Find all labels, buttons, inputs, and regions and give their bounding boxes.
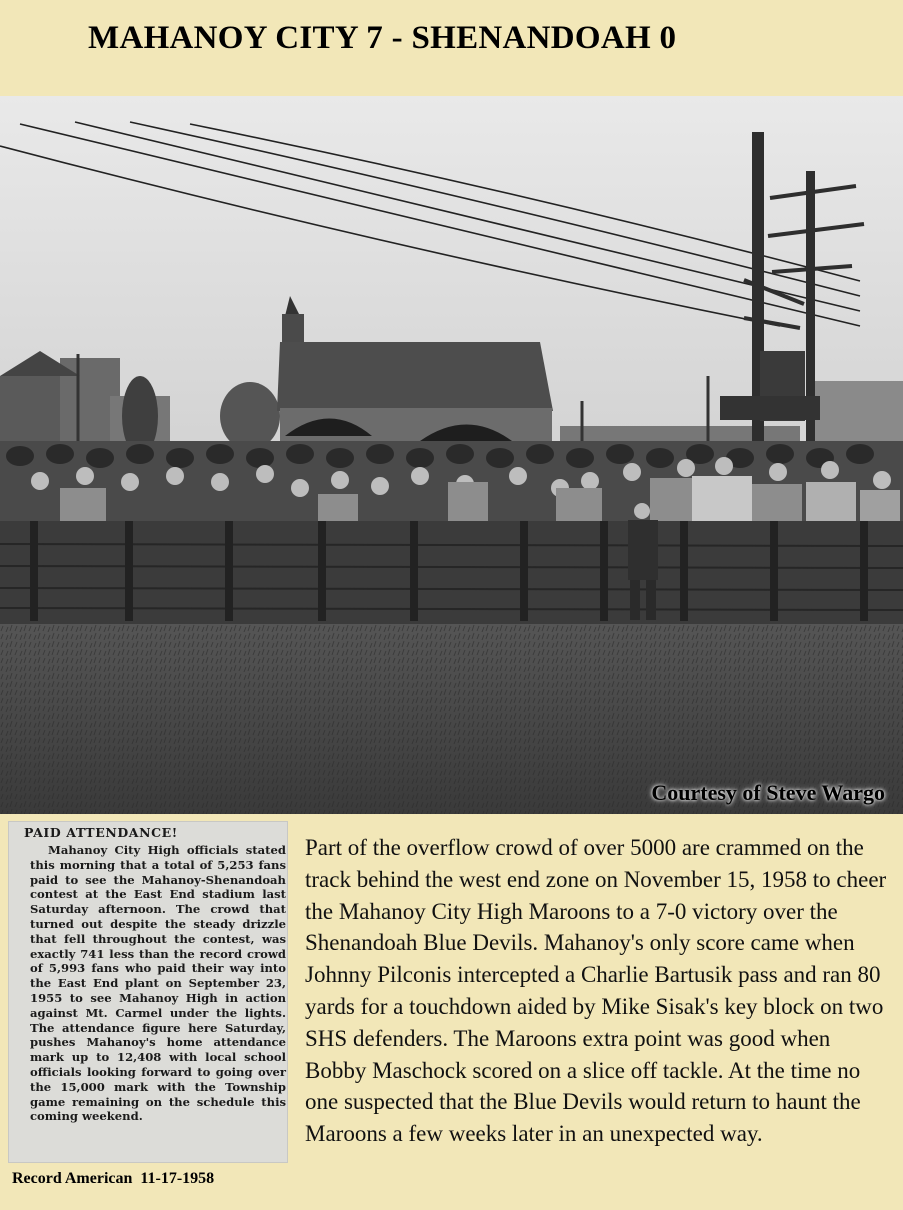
newspaper-clipping	[8, 821, 288, 1163]
photo-credit: Courtesy of Steve Wargo	[651, 780, 885, 805]
clipping-heading: PAID ATTENDANCE!	[24, 825, 178, 840]
clipping-caption: Record American 11-17-1958	[12, 1170, 215, 1187]
clipping-body: Mahanoy City High officials stated this morning that a total of 5,253 fans paid to see the Mahanoy-Shenandoah contest at the East End stadium last Saturday afternoon. The crowd that turned out despite the steady drizzle that fell throughout the contest, was exactly 741 less than the record crowd of 5,993 fans who paid their way into the East End plant on September 23, 1955 to see Mahanoy High in action against Mt. Carmel under the lights. The attendance figure here Saturday, pushes Mahanoy's home attendance mark up to 12,408 with local school officials looking forward to going over the 15,000 mark with the Township game remaining on the schedule this coming weekend.	[30, 843, 286, 1124]
page-title: MAHANOY CITY 7 - SHENANDOAH 0	[88, 20, 677, 56]
crowd-photo	[0, 96, 903, 814]
story-text: Part of the overflow crowd of over 5000 are crammed on the track behind the west end zone on November 15, 1958 to cheer the Mahanoy City High Maroons to a 7-0 victory over the Shenandoah Blue Devils. Mahanoy's only score came when Johnny Pilconis intercepted a Charlie Bartusik pass and ran 80 yards for a touchdown aided by Mike Sisak's key block on two SHS defenders. The Maroons extra point was good when Bobby Maschock scored on a slice off tackle. At the time no one suspected that the Blue Devils would return to haunt the Maroons a few weeks later in an unexpected way.	[305, 835, 887, 1147]
header-banner	[0, 0, 903, 96]
crowd-photo-image	[0, 96, 903, 814]
